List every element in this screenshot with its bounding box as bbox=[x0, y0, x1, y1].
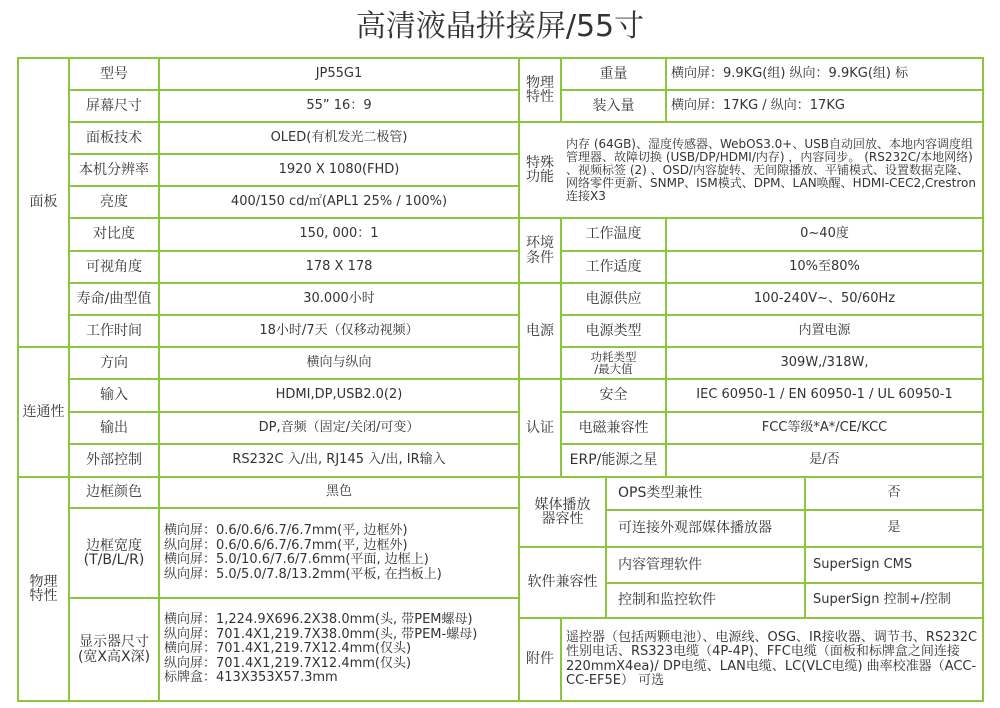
label-power-type: 电源类型 bbox=[585, 322, 642, 339]
label-emc: 电磁兼容性 bbox=[578, 419, 649, 436]
section-special-functions: 特殊 功能 bbox=[526, 154, 554, 185]
value-ops-compat: 否 bbox=[887, 485, 901, 501]
label-working-time: 工作时间 bbox=[86, 322, 142, 339]
label-power-supply: 电源供应 bbox=[585, 290, 642, 307]
label-lifetime: 寿命/曲型值 bbox=[76, 290, 152, 307]
value-resolution: 1920 X 1080(FHD) bbox=[278, 161, 400, 177]
label-operating-humidity: 工作适度 bbox=[585, 258, 642, 275]
section-connectivity: 连通性 bbox=[22, 403, 65, 420]
value-load: 横向屏：17KG / 纵向：17KG bbox=[671, 97, 845, 113]
value-input: HDMI,DP,USB2.0(2) bbox=[275, 387, 403, 403]
value-weight: 横向屏：9.9KG(组) 纵向：9.9KG(组) 标 bbox=[671, 65, 909, 81]
label-ops-compat: OPS类型兼性 bbox=[618, 485, 703, 502]
page-title: 高清液晶拼接屏/55寸 bbox=[355, 9, 645, 44]
value-screen-size: 55” 16：9 bbox=[306, 97, 372, 113]
value-orientation: 横向与纵向 bbox=[306, 354, 372, 370]
label-bezel-width: 边框宽度 (T/B/L/R) bbox=[83, 537, 145, 568]
label-cms-software: 内容管理软件 bbox=[618, 556, 702, 573]
label-brightness: 亮度 bbox=[100, 193, 128, 210]
value-control-software: SuperSign 控制+/控制 bbox=[813, 592, 951, 608]
label-viewing-angle: 可视角度 bbox=[86, 258, 142, 275]
section-media-player: 媒体播放 器容性 bbox=[534, 496, 591, 527]
label-resolution: 本机分辨率 bbox=[79, 161, 149, 178]
label-model: 型号 bbox=[100, 65, 128, 82]
label-input: 输入 bbox=[100, 387, 128, 404]
value-contrast: 150, 000：1 bbox=[299, 226, 379, 242]
section-software: 软件兼容性 bbox=[527, 574, 598, 591]
value-operating-humidity: 10%至80% bbox=[789, 258, 860, 274]
value-model: JP55G1 bbox=[315, 65, 363, 81]
label-orientation: 方向 bbox=[100, 354, 128, 371]
label-external-media-player: 可连接外观部媒体播放器 bbox=[618, 520, 772, 537]
value-external-control: RS232C 入/出, RJ145 入/出, IR输入 bbox=[232, 452, 446, 468]
section-panel: 面板 bbox=[29, 194, 58, 211]
label-control-software: 控制和监控软件 bbox=[618, 592, 716, 609]
value-erp-energy-star: 是/否 bbox=[809, 452, 840, 468]
label-display-size: 显示器尺寸 (宽X高X深) bbox=[77, 634, 151, 665]
value-brightness: 400/150 cd/㎡(APL1 25% / 100%) bbox=[230, 193, 448, 209]
value-bezel-width: 横向屏：0.6/0.6/6.7/6.7mm(平, 边框外) 纵向屏：0.6/0.6/6.7/6.7mm(平, 边框外) 横向屏：5.0/10.6/7.6/7.6mm(平面, 边框上) 纵向屏：5.0/5.0/7.8/13.2mm(平板, 在挡板上) bbox=[164, 523, 442, 582]
value-special-functions: 内存 (64GB)、湿度传感器、WebOS3.0+、USB自动回放、本地内容调度组管理器、故障切换 (USB/DP/HDMI/内存) ，内容同步。 (RS232C/本地网络) 、视频标签 (2) 、OSD/内容旋转、无间隙播放、平铺模式、设置数据克隆、网络零件更新、SNMP、ISM模式、DPM、LAN唤醒、HDMI-CEC2,Crestron 连接X3 bbox=[566, 136, 976, 203]
value-output: DP,音频（固定/关闭/可变） bbox=[258, 419, 420, 435]
label-power-consumption: 功耗类型 /最大值 bbox=[590, 349, 637, 376]
label-external-control: 外部控制 bbox=[86, 452, 142, 469]
label-erp-energy-star: ERP/能源之星 bbox=[569, 452, 658, 469]
value-power-type: 内置电源 bbox=[798, 322, 851, 338]
value-emc: FCC等级*A*/CE/KCC bbox=[761, 419, 888, 435]
label-operating-temp: 工作温度 bbox=[585, 226, 642, 243]
section-environment: 环境 条件 bbox=[526, 235, 554, 266]
value-power-supply: 100-240V~、50/60Hz bbox=[753, 290, 896, 306]
value-cms-software: SuperSign CMS bbox=[813, 556, 913, 572]
label-panel-tech: 面板技术 bbox=[86, 129, 142, 146]
label-contrast: 对比度 bbox=[93, 226, 135, 243]
value-operating-temp: 0~40度 bbox=[800, 226, 849, 242]
label-output: 输出 bbox=[100, 419, 128, 436]
value-power-consumption: 309W,/318W, bbox=[780, 354, 869, 370]
section-physical-right: 物理 特性 bbox=[526, 74, 554, 105]
value-bezel-color: 黑色 bbox=[325, 484, 352, 500]
label-load: 装入量 bbox=[592, 97, 635, 114]
value-panel-tech: OLED(有机发光二极管) bbox=[270, 129, 408, 145]
value-external-media-player: 是 bbox=[887, 520, 901, 536]
section-physical: 物理 特性 bbox=[29, 573, 58, 604]
value-working-time: 18小时/7天（仅移动视频） bbox=[259, 322, 419, 338]
label-bezel-color: 边框颜色 bbox=[86, 484, 142, 501]
value-accessories: 遥控器（包括两颗电池）、电源线、OSG、IR接收器、调节书、RS232C性别电话、RS323电缆（4P-4P)、FFC电缆（面板和标牌盒之间连接220mmX4ea)/ DP电缆、LAN电缆、LC(VLC电缆) 曲率校准器（ACC-CC-EF5E） 可选 bbox=[566, 629, 978, 688]
value-display-size: 横向屏：1,224.9X696.2X38.0mm(头, 带PEM螺母) 纵向屏：701.4X1,219.7X38.0mm(头, 带PEM-螺母) 横向屏：701.4X1,219.7X12.4mm(仅头) 纵向屏：701.4X1,219.7X12.4mm(仅头) 标牌盒：413X353X57.3mm bbox=[164, 612, 478, 686]
section-power: 电源 bbox=[526, 322, 554, 339]
section-accessories: 附件 bbox=[526, 651, 554, 668]
value-viewing-angle: 178 X 178 bbox=[305, 258, 373, 274]
section-certification: 认证 bbox=[526, 419, 554, 436]
value-lifetime: 30.000小时 bbox=[303, 290, 375, 306]
label-safety: 安全 bbox=[599, 387, 628, 404]
value-safety: IEC 60950-1 / EN 60950-1 / UL 60950-1 bbox=[696, 387, 953, 403]
label-screen-size: 屏幕尺寸 bbox=[86, 97, 142, 114]
label-weight: 重量 bbox=[599, 65, 628, 82]
